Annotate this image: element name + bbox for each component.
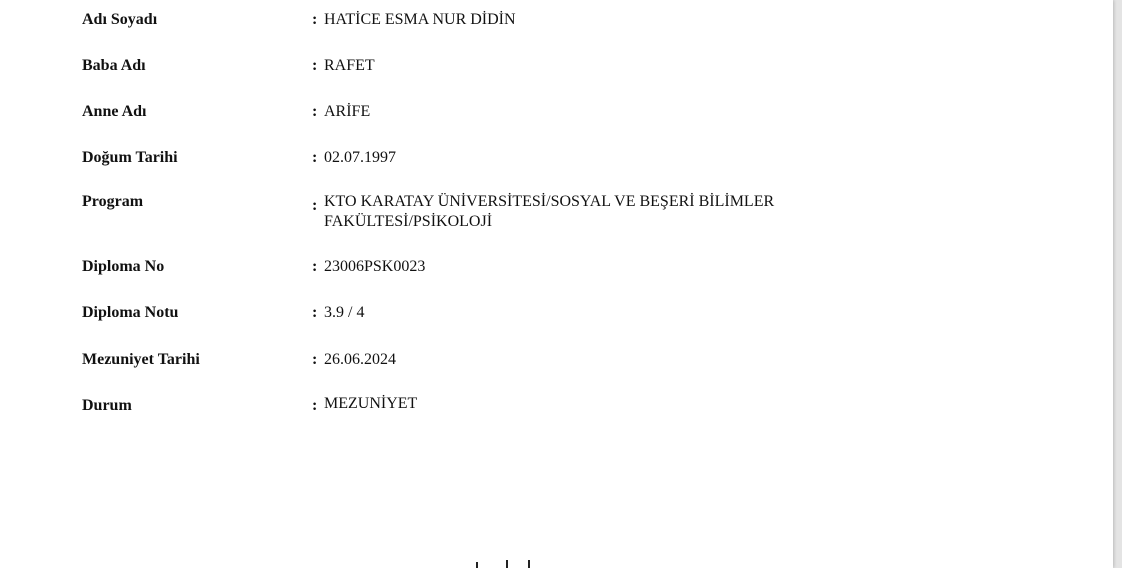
field-colon: : [312,304,318,321]
field-colon: : [312,397,318,414]
field-colon: : [312,351,318,368]
field-label: Doğum Tarihi [82,149,178,166]
field-value: HATİCE ESMA NUR DİDİN [324,11,516,28]
field-value: MEZUNİYET [324,395,418,412]
field-value [324,192,774,232]
field-value: 3.9 / 4 [324,304,365,321]
cut-off-text-fragment [472,560,552,568]
field-label: Program [82,193,144,210]
field-label: Diploma Notu [82,304,179,321]
field-value: 23006PSK0023 [324,258,426,275]
field-value-line: FAKÜLTESİ/PSİKOLOJİ [324,213,493,230]
field-label: Adı Soyadı [82,11,158,28]
field-label: Baba Adı [82,57,146,74]
field-value-line: KTO KARATAY ÜNİVERSİTESİ/SOSYAL VE BEŞERİ BİLİMLER [324,193,775,210]
field-colon: : [312,57,318,74]
field-value: ARİFE [324,103,371,120]
field-label: Durum [82,397,132,414]
field-colon: : [312,149,318,166]
field-value: 26.06.2024 [324,351,396,368]
field-value: 02.07.1997 [324,149,396,166]
field-colon: : [312,11,318,28]
field-label: Diploma No [82,258,165,275]
field-colon: : [312,258,318,275]
field-label: Mezuniyet Tarihi [82,351,200,368]
field-value: RAFET [324,57,375,74]
field-colon: : [312,103,318,120]
field-label: Anne Adı [82,103,147,120]
field-colon: : [312,197,318,214]
